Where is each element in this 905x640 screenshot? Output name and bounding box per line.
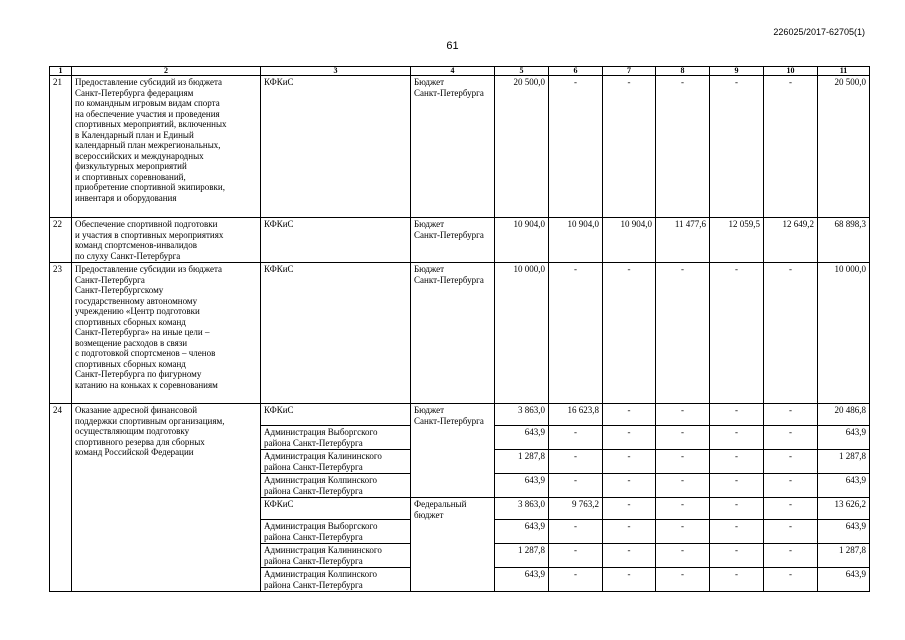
total-cell: 13 626,2 [818,498,870,520]
value-cell: - [603,474,656,498]
value-cell: - [710,404,764,426]
total-cell: 1 287,8 [818,450,870,474]
value-cell: - [656,498,710,520]
value-cell: - [603,544,656,568]
value-cell: - [764,450,818,474]
row-description: Предоставление субсидий из бюджета Санкт-Петербурга федерациям по командным игровым видам спорта на обеспечение участия и проведения спортивных мероприятий, включенных в Календарный план и Единый календарный план межрегиональных, всероссийских и международных физкультурных мероприятий и спортивных соревнований, приобретение спортивной экипировки, инвентаря и оборудования [72,76,261,218]
value-cell: 10 000,0 [495,263,549,404]
row-executor: КФКиС [261,498,411,520]
value-cell: 9 763,2 [549,498,603,520]
row-executor: КФКиС [261,218,411,263]
value-cell: - [603,450,656,474]
value-cell: 10 904,0 [549,218,603,263]
value-cell: - [656,76,710,218]
column-header-row [50,67,870,76]
total-cell: 1 287,8 [818,544,870,568]
value-cell: - [764,263,818,404]
value-cell: - [603,426,656,450]
value-cell: 1 287,8 [495,544,549,568]
row-funding-source: Бюджет Санкт-Петербурга [411,404,495,498]
value-cell: - [549,76,603,218]
row-executor: КФКиС [261,404,411,426]
value-cell: - [656,474,710,498]
table-row [50,263,870,404]
column-header: 7 [603,67,656,76]
column-header: 11 [818,67,870,76]
row-number: 22 [50,218,72,263]
value-cell: - [656,263,710,404]
total-cell: 20 486,8 [818,404,870,426]
value-cell: - [603,76,656,218]
value-cell: - [603,404,656,426]
table-row [50,404,870,426]
value-cell: - [710,76,764,218]
value-cell: - [764,76,818,218]
value-cell: 1 287,8 [495,450,549,474]
value-cell: 10 904,0 [495,218,549,263]
value-cell: 10 904,0 [603,218,656,263]
value-cell: 643,9 [495,568,549,592]
value-cell: 643,9 [495,520,549,544]
total-cell: 643,9 [818,520,870,544]
value-cell: - [764,544,818,568]
value-cell: - [710,450,764,474]
value-cell: 643,9 [495,474,549,498]
row-description: Предоставление субсидии из бюджета Санкт-Петербурга Санкт-Петербургскому государственному автономному учреждению «Центр подготовки спортивных сборных команд Санкт-Петербурга» на иные цели – возмещение расходов в связи с подготовкой спортсменов – членов спортивных сборных команд Санкт-Петербурга по фигурному катанию на коньках к соревнованиям [72,263,261,404]
row-executor: Администрация Колпинского района Санкт-Петербурга [261,474,411,498]
value-cell: - [764,520,818,544]
value-cell: 643,9 [495,426,549,450]
document-id: 226025/2017-62705(1) [773,27,865,37]
value-cell: - [710,474,764,498]
row-executor: Администрация Калининского района Санкт-Петербурга [261,544,411,568]
column-header: 10 [764,67,818,76]
column-header: 4 [411,67,495,76]
column-header: 9 [710,67,764,76]
column-header: 5 [495,67,549,76]
value-cell: 20 500,0 [495,76,549,218]
row-funding-source: Бюджет Санкт-Петербурга [411,218,495,263]
total-cell: 643,9 [818,426,870,450]
value-cell: - [656,450,710,474]
value-cell: - [549,520,603,544]
row-number: 21 [50,76,72,218]
column-header: 2 [72,67,261,76]
value-cell: 12 059,5 [710,218,764,263]
row-description: Обеспечение спортивной подготовки и участия в спортивных мероприятиях команд спортсменов-инвалидов по слуху Санкт-Петербурга [72,218,261,263]
value-cell: - [603,263,656,404]
value-cell: 3 863,0 [495,498,549,520]
row-executor: Администрация Выборгского района Санкт-Петербурга [261,520,411,544]
value-cell: - [549,263,603,404]
table-row [50,218,870,263]
value-cell: - [710,568,764,592]
value-cell: - [710,426,764,450]
value-cell: - [549,450,603,474]
value-cell: - [710,544,764,568]
total-cell: 10 000,0 [818,263,870,404]
value-cell: - [603,520,656,544]
column-header: 6 [549,67,603,76]
column-header: 3 [261,67,411,76]
value-cell: - [603,498,656,520]
value-cell: - [656,544,710,568]
total-cell: 643,9 [818,568,870,592]
row-executor: Администрация Калининского района Санкт-Петербурга [261,450,411,474]
row-funding-source: Федеральный бюджет [411,498,495,592]
value-cell: - [549,426,603,450]
value-cell: - [656,426,710,450]
row-executor: КФКиС [261,263,411,404]
value-cell: - [764,498,818,520]
column-header: 1 [50,67,72,76]
total-cell: 68 898,3 [818,218,870,263]
value-cell: 11 477,6 [656,218,710,263]
row-executor: Администрация Колпинского района Санкт-Петербурга [261,568,411,592]
value-cell: - [710,520,764,544]
row-number: 23 [50,263,72,404]
value-cell: - [549,568,603,592]
row-funding-source: Бюджет Санкт-Петербурга [411,76,495,218]
value-cell: 3 863,0 [495,404,549,426]
value-cell: - [656,568,710,592]
value-cell: - [710,263,764,404]
value-cell: - [710,498,764,520]
row-funding-source: Бюджет Санкт-Петербурга [411,263,495,404]
total-cell: 20 500,0 [818,76,870,218]
total-cell: 643,9 [818,474,870,498]
row-description: Оказание адресной финансовой поддержки спортивным организациям, осуществляющим подготовку спортивного резерва для сборных команд Российской Федерации [72,404,261,592]
row-number: 24 [50,404,72,592]
value-cell: 12 649,2 [764,218,818,263]
budget-table [49,66,870,592]
value-cell: - [764,426,818,450]
value-cell: - [656,404,710,426]
value-cell: - [764,474,818,498]
row-executor: Администрация Выборгского района Санкт-Петербурга [261,426,411,450]
value-cell: - [764,404,818,426]
page-number: 61 [446,40,459,52]
value-cell: 16 623,8 [549,404,603,426]
value-cell: - [603,568,656,592]
table-row [50,76,870,218]
value-cell: - [549,474,603,498]
value-cell: - [656,520,710,544]
column-header: 8 [656,67,710,76]
value-cell: - [764,568,818,592]
row-executor: КФКиС [261,76,411,218]
value-cell: - [549,544,603,568]
